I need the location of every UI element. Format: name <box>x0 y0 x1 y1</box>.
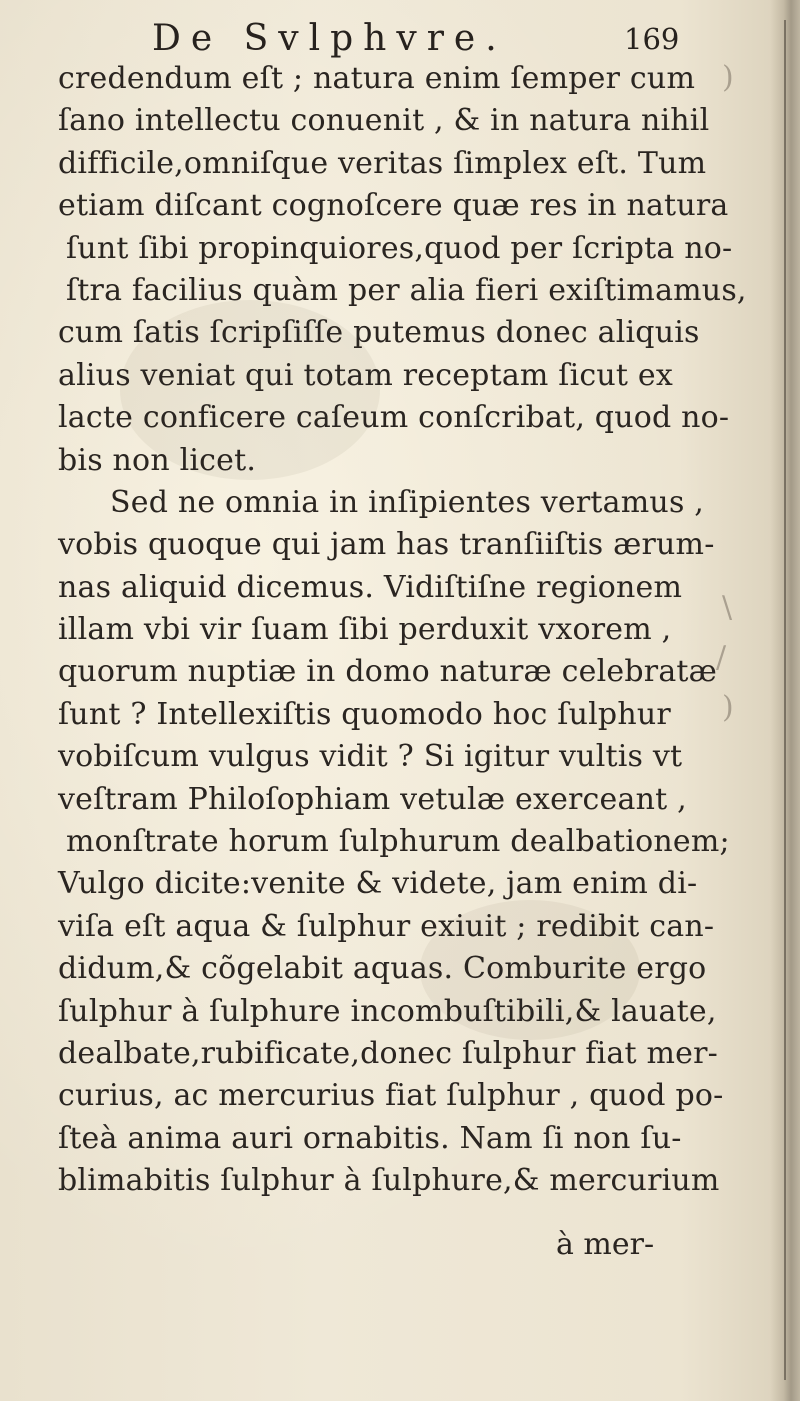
text-line: curius, ac mercurius fiat ſulphur , quod po- <box>58 1078 724 1114</box>
paragraph-start-line: Sed ne omnia in inſipientes vertamus , <box>110 484 705 520</box>
show-through-mark: ) <box>722 60 734 95</box>
text-line: vobiſcum vulgus vidit ? Si igitur vultis vt <box>58 739 683 775</box>
text-line: lacte conficere caſeum conſcribat, quod no- <box>58 400 730 436</box>
text-line: illam vbi vir ſuam ſibi perduxit vxorem , <box>58 612 672 648</box>
catchword: à mer- <box>556 1227 655 1262</box>
running-head-title: De Svlphvre. <box>152 18 507 59</box>
text-line: veſtram Philoſophiam vetulæ exerceant , <box>58 781 687 817</box>
text-line: viſa eſt aqua & ſulphur exiuit ; redibit can- <box>58 908 715 944</box>
text-line: difficile,omniſque veritas ſimplex eſt. Tum <box>58 145 707 181</box>
binding-gutter <box>770 0 800 1401</box>
text-line: ſano intellectu conuenit , & in natura nihil <box>58 103 710 139</box>
body-text <box>58 58 747 1203</box>
text-line: ſunt ? Intellexiſtis quomodo hoc ſulphur <box>58 696 671 732</box>
text-line: Vulgo dicite:venite & videte, jam enim di- <box>58 866 698 902</box>
text-line: ſunt ſibi propinquiores,quod per ſcripta no- <box>66 230 733 266</box>
text-line: dealbate,rubificate,donec ſulphur fiat mer- <box>58 1035 718 1071</box>
text-line: cum ſatis ſcripſiſſe putemus donec aliquis <box>58 315 700 351</box>
text-line: ſtra facilius quàm per alia fieri exiſtimamus, <box>66 272 747 308</box>
text-line: ſulphur à ſulphure incombuſtibili,& lauate, <box>58 993 717 1029</box>
text-line: ſteà anima auri ornabitis. Nam ſi non ſu- <box>58 1120 682 1156</box>
text-line: credendum eſt ; natura enim ſemper cum <box>58 61 696 96</box>
text-line: blimabitis ſulphur à ſulphure,& mercurium <box>58 1163 720 1199</box>
show-through-mark: / <box>716 640 727 675</box>
text-line: alius veniat qui totam receptam ſicut ex <box>58 357 673 393</box>
show-through-mark: \ <box>722 590 733 625</box>
text-line: nas aliquid dicemus. Vidiſtiſne regionem <box>58 569 683 605</box>
text-line: bis non licet. <box>58 442 257 478</box>
text-line: didum,& cõgelabit aquas. Comburite ergo <box>58 951 707 987</box>
text-line: etiam diſcant cognoſcere quæ res in natura <box>58 188 729 224</box>
text-line: quorum nuptiæ in domo naturæ celebratæ <box>58 654 718 690</box>
binding-edge <box>784 20 786 1380</box>
text-line: monſtrate horum ſulphurum dealbationem; <box>66 824 730 860</box>
show-through-mark: ) <box>722 690 734 725</box>
text-line: vobis quoque qui jam has tranſiiſtis ærum- <box>58 527 715 563</box>
page-number: 169 <box>624 22 680 56</box>
